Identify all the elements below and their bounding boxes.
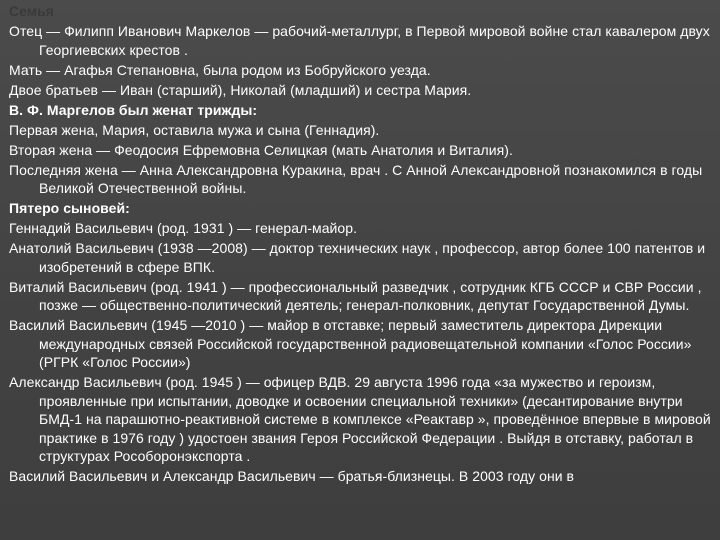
paragraph-son-anatoliy: Анатолий Васильевич (1938 —2008) — доктор технических наук , профессор, автор более 100 патентов и изобретений в сфере ВПК. <box>9 240 706 275</box>
paragraph-son-aleksandr: Александр Васильевич (род. 1945 ) — офицер ВДВ. 29 августа 1996 года «за мужество и героизм, проявленные при испытании, доводке и освоении специальной техники» (десантирование внутри БМД-1 на парашютно-реактивной системе в комплексе «Реактавр », проведённое впервые в мировой практике в 1976 году ) удостоен звания Героя Российской Федерации . Выйдя в отставку, работал в структурах Рособоронэкспорта . <box>9 374 711 464</box>
paragraph-son-gennadiy: Геннадий Васильевич (род. 1931 ) — генерал-майор. <box>9 220 358 236</box>
paragraph-sons-heading: Пятеро сыновей: <box>9 200 130 216</box>
paragraph-last-wife: Последняя жена — Анна Александровна Куракина, врач . С Анной Александровной познакомился в годы Великой Отечественной войны. <box>9 161 703 196</box>
slide-heading: Семья <box>9 3 54 19</box>
paragraph-married-heading: В. Ф. Маргелов был женат трижды: <box>9 101 258 118</box>
paragraph-siblings: Двое братьев — Иван (старший), Николай (младший) и сестра Мария. <box>9 81 472 98</box>
paragraph-father: Отец — Филипп Иванович Маркелов — рабочий-металлург, в Первой мировой войне стал кавалером двух Георгиевских крестов . <box>9 23 710 58</box>
paragraph-twins: Василий Васильевич и Александр Васильевич — братья-близнецы. В 2003 году они в <box>9 468 575 484</box>
paragraph-first-wife: Первая жена, Мария, оставила мужа и сына (Геннадия). <box>9 121 380 138</box>
paragraph-son-vasiliy: Василий Васильевич (1945 —2010 ) — майор в отставке; первый заместитель директора Дирекции международных связей Российской государственной радиовещательной компании «Голос России» (РГРК «Голос России») <box>9 317 692 370</box>
paragraph-second-wife: Вторая жена — Феодосия Ефремовна Селицкая (мать Анатолия и Виталия). <box>9 141 513 158</box>
slide-content <box>9 2 714 487</box>
paragraph-son-vitaliy: Виталий Васильевич (род. 1941 ) — профессиональный разведчик , сотрудник КГБ СССР и СВР России , позже — общественно-политический деятель; генерал-полковник, депутат Государственной Думы. <box>9 278 702 313</box>
paragraph-mother: Мать — Агафья Степановна, была родом из Бобруйского уезда. <box>9 61 431 78</box>
